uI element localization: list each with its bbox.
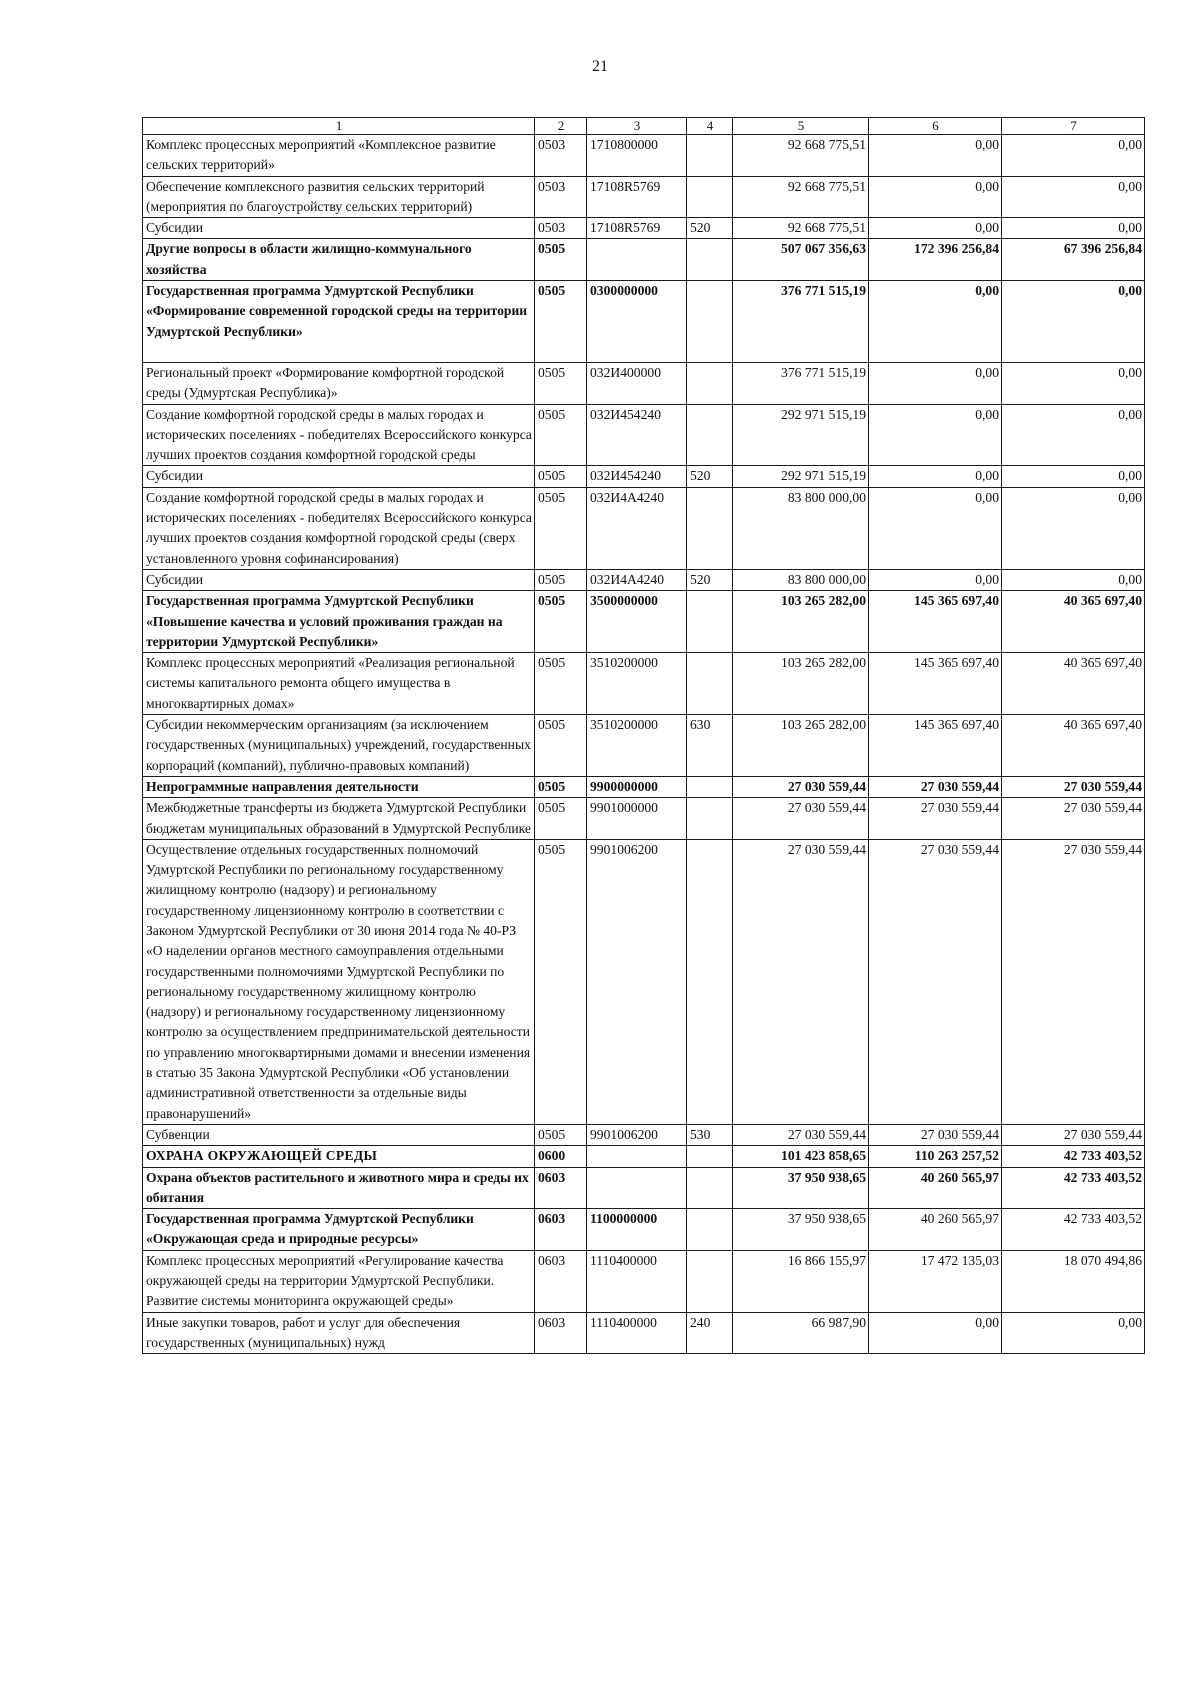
- table-row: [143, 839, 1145, 1124]
- row-amount-1: 376 771 515,19: [733, 362, 869, 404]
- row-section-code: 0505: [535, 798, 587, 840]
- row-target-article: 032И454240: [587, 466, 687, 487]
- row-amount-1: 103 265 282,00: [733, 715, 869, 777]
- table-row: [143, 776, 1145, 797]
- row-amount-1: 37 950 938,65: [733, 1209, 869, 1251]
- table-row: [143, 404, 1145, 466]
- row-expense-type: [687, 487, 733, 569]
- row-section-code: 0603: [535, 1209, 587, 1251]
- row-name: Осуществление отдельных государственных полномочий Удмуртской Республики по региональному государственному жилищному контролю (надзору) и региональному государственному лицензионному контролю в соответствии с Законом Удмуртской Республики от 30 июня 2014 года № 40-РЗ «О наделении органов местного самоуправления отдельными государственными полномочиями Удмуртской Республики по региональному государственному жилищному контролю (надзору) и региональному государственному лицензионному контролю за осуществлением предпринимательской деятельности по управлению многоквартирными домами и внесении изменения в статью 35 Закона Удмуртской Республики «Об установлении административной ответственности за отдельные виды правонарушений»: [143, 839, 535, 1124]
- row-section-code: 0603: [535, 1167, 587, 1209]
- row-expense-type: [687, 591, 733, 653]
- row-section-code: 0503: [535, 218, 587, 239]
- row-target-article: 0300000000: [587, 281, 687, 363]
- row-expense-type: [687, 404, 733, 466]
- row-section-code: 0505: [535, 281, 587, 363]
- row-target-article: 17108R5769: [587, 176, 687, 218]
- row-amount-3: 0,00: [1002, 1312, 1145, 1354]
- row-section-code: 0505: [535, 239, 587, 281]
- row-expense-type: [687, 1146, 733, 1167]
- row-amount-1: 27 030 559,44: [733, 776, 869, 797]
- row-name: Создание комфортной городской среды в малых городах и исторических поселениях - победителях Всероссийского конкурса лучших проектов создания комфортной городской среды (сверх установленного уровня софинансирования): [143, 487, 535, 569]
- row-target-article: 032И454240: [587, 404, 687, 466]
- row-expense-type: 520: [687, 218, 733, 239]
- row-section-code: 0505: [535, 715, 587, 777]
- row-amount-3: 40 365 697,40: [1002, 591, 1145, 653]
- row-amount-1: 292 971 515,19: [733, 404, 869, 466]
- row-amount-3: 42 733 403,52: [1002, 1146, 1145, 1167]
- row-target-article: 9900000000: [587, 776, 687, 797]
- header-col-3: 3: [587, 118, 687, 135]
- row-amount-1: 103 265 282,00: [733, 591, 869, 653]
- row-target-article: 3510200000: [587, 715, 687, 777]
- row-name: Создание комфортной городской среды в малых городах и исторических поселениях - победителях Всероссийского конкурса лучших проектов создания комфортной городской среды: [143, 404, 535, 466]
- row-target-article: 3510200000: [587, 653, 687, 715]
- row-section-code: 0505: [535, 776, 587, 797]
- row-amount-1: 92 668 775,51: [733, 176, 869, 218]
- table-row: [143, 1124, 1145, 1145]
- table-row: [143, 487, 1145, 569]
- table-row: [143, 1209, 1145, 1251]
- row-target-article: [587, 1146, 687, 1167]
- table-row: [143, 239, 1145, 281]
- row-amount-3: 18 070 494,86: [1002, 1250, 1145, 1312]
- row-amount-1: 376 771 515,19: [733, 281, 869, 363]
- row-section-code: 0600: [535, 1146, 587, 1167]
- row-amount-3: 40 365 697,40: [1002, 653, 1145, 715]
- row-amount-3: 27 030 559,44: [1002, 776, 1145, 797]
- row-target-article: 9901006200: [587, 839, 687, 1124]
- row-name: Субсидии: [143, 466, 535, 487]
- row-section-code: 0505: [535, 1124, 587, 1145]
- table-row: [143, 466, 1145, 487]
- row-target-article: 1110400000: [587, 1312, 687, 1354]
- row-amount-3: 0,00: [1002, 218, 1145, 239]
- row-expense-type: [687, 776, 733, 797]
- row-name: Государственная программа Удмуртской Республики «Повышение качества и условий проживания граждан на территории Удмуртской Республики»: [143, 591, 535, 653]
- row-name: Обеспечение комплексного развития сельских территорий (мероприятия по благоустройству сельских территорий): [143, 176, 535, 218]
- row-target-article: 3500000000: [587, 591, 687, 653]
- row-section-code: 0603: [535, 1312, 587, 1354]
- row-amount-1: 292 971 515,19: [733, 466, 869, 487]
- row-amount-2: 27 030 559,44: [869, 839, 1002, 1124]
- table-row: [143, 798, 1145, 840]
- table-row: [143, 591, 1145, 653]
- budget-table: [142, 117, 1145, 1354]
- row-name: Субсидии некоммерческим организациям (за исключением государственных (муниципальных) учреждений, государственных корпораций (компаний), публично-правовых компаний): [143, 715, 535, 777]
- row-amount-3: 67 396 256,84: [1002, 239, 1145, 281]
- row-amount-1: 16 866 155,97: [733, 1250, 869, 1312]
- table-row: [143, 362, 1145, 404]
- row-amount-2: 40 260 565,97: [869, 1209, 1002, 1251]
- row-amount-1: 101 423 858,65: [733, 1146, 869, 1167]
- page-number: 21: [592, 58, 608, 75]
- row-amount-3: 0,00: [1002, 362, 1145, 404]
- row-name: Комплекс процессных мероприятий «Комплексное развитие сельских территорий»: [143, 135, 535, 177]
- row-amount-3: 0,00: [1002, 135, 1145, 177]
- row-name: Охрана объектов растительного и животного мира и среды их обитания: [143, 1167, 535, 1209]
- row-amount-1: 27 030 559,44: [733, 1124, 869, 1145]
- table-row: [143, 1312, 1145, 1354]
- row-expense-type: [687, 1167, 733, 1209]
- row-amount-2: 0,00: [869, 466, 1002, 487]
- row-amount-3: 27 030 559,44: [1002, 1124, 1145, 1145]
- row-amount-2: 27 030 559,44: [869, 798, 1002, 840]
- table-row: [143, 715, 1145, 777]
- header-col-4: 4: [687, 118, 733, 135]
- row-amount-2: 145 365 697,40: [869, 715, 1002, 777]
- row-amount-1: 27 030 559,44: [733, 839, 869, 1124]
- row-section-code: 0505: [535, 839, 587, 1124]
- header-col-7: 7: [1002, 118, 1145, 135]
- row-section-code: 0505: [535, 362, 587, 404]
- row-target-article: 1110400000: [587, 1250, 687, 1312]
- row-expense-type: 530: [687, 1124, 733, 1145]
- header-col-2: 2: [535, 118, 587, 135]
- row-amount-1: 27 030 559,44: [733, 798, 869, 840]
- table-header-row: [143, 118, 1145, 135]
- row-section-code: 0503: [535, 176, 587, 218]
- row-amount-2: 0,00: [869, 218, 1002, 239]
- row-name: Комплекс процессных мероприятий «Реализация региональной системы капитального ремонта общего имущества в многоквартирных домах»: [143, 653, 535, 715]
- row-name: Межбюджетные трансферты из бюджета Удмуртской Республики бюджетам муниципальных образований в Удмуртской Республике: [143, 798, 535, 840]
- row-name: ОХРАНА ОКРУЖАЮЩЕЙ СРЕДЫ: [143, 1146, 535, 1167]
- row-target-article: 032И4А4240: [587, 569, 687, 590]
- row-target-article: [587, 1167, 687, 1209]
- row-expense-type: [687, 176, 733, 218]
- row-target-article: 032И4А4240: [587, 487, 687, 569]
- header-col-6: 6: [869, 118, 1002, 135]
- row-amount-3: 27 030 559,44: [1002, 839, 1145, 1124]
- row-amount-3: 0,00: [1002, 466, 1145, 487]
- row-expense-type: [687, 798, 733, 840]
- header-col-1: 1: [143, 118, 535, 135]
- row-target-article: [587, 239, 687, 281]
- table-row: [143, 653, 1145, 715]
- row-amount-1: 83 800 000,00: [733, 487, 869, 569]
- row-target-article: 1710800000: [587, 135, 687, 177]
- row-name: Иные закупки товаров, работ и услуг для обеспечения государственных (муниципальных) нужд: [143, 1312, 535, 1354]
- row-expense-type: [687, 281, 733, 363]
- row-name: Государственная программа Удмуртской Республики «Формирование современной городской среды на территории Удмуртской Республики»: [143, 281, 535, 363]
- row-amount-2: 0,00: [869, 135, 1002, 177]
- row-expense-type: [687, 362, 733, 404]
- row-name: Субвенции: [143, 1124, 535, 1145]
- row-expense-type: [687, 1250, 733, 1312]
- row-amount-2: 27 030 559,44: [869, 776, 1002, 797]
- row-expense-type: [687, 1209, 733, 1251]
- row-expense-type: 240: [687, 1312, 733, 1354]
- row-amount-2: 172 396 256,84: [869, 239, 1002, 281]
- row-amount-1: 92 668 775,51: [733, 135, 869, 177]
- row-amount-2: 40 260 565,97: [869, 1167, 1002, 1209]
- row-target-article: 032И400000: [587, 362, 687, 404]
- row-amount-2: 27 030 559,44: [869, 1124, 1002, 1145]
- row-name: Субсидии: [143, 569, 535, 590]
- row-amount-1: 507 067 356,63: [733, 239, 869, 281]
- row-amount-3: 0,00: [1002, 569, 1145, 590]
- row-section-code: 0505: [535, 653, 587, 715]
- row-amount-2: 0,00: [869, 404, 1002, 466]
- row-expense-type: 630: [687, 715, 733, 777]
- row-section-code: 0603: [535, 1250, 587, 1312]
- row-target-article: 17108R5769: [587, 218, 687, 239]
- row-amount-1: 37 950 938,65: [733, 1167, 869, 1209]
- row-section-code: 0505: [535, 591, 587, 653]
- table-row: [143, 569, 1145, 590]
- row-amount-3: 27 030 559,44: [1002, 798, 1145, 840]
- row-expense-type: [687, 653, 733, 715]
- row-amount-2: 110 263 257,52: [869, 1146, 1002, 1167]
- row-amount-1: 66 987,90: [733, 1312, 869, 1354]
- row-name: Субсидии: [143, 218, 535, 239]
- table-row: [143, 1146, 1145, 1167]
- row-section-code: 0505: [535, 569, 587, 590]
- row-expense-type: [687, 239, 733, 281]
- table-row: [143, 281, 1145, 363]
- row-expense-type: [687, 839, 733, 1124]
- row-section-code: 0505: [535, 404, 587, 466]
- row-amount-2: 0,00: [869, 487, 1002, 569]
- header-col-5: 5: [733, 118, 869, 135]
- row-target-article: 9901000000: [587, 798, 687, 840]
- row-amount-3: 0,00: [1002, 281, 1145, 363]
- table-row: [143, 1250, 1145, 1312]
- row-amount-3: 42 733 403,52: [1002, 1167, 1145, 1209]
- row-name: Комплекс процессных мероприятий «Регулирование качества окружающей среды на территории Удмуртской Республики. Развитие системы мониторинга окружающей среды»: [143, 1250, 535, 1312]
- row-amount-1: 103 265 282,00: [733, 653, 869, 715]
- row-name: Региональный проект «Формирование комфортной городской среды (Удмуртская Республика)»: [143, 362, 535, 404]
- row-target-article: 1100000000: [587, 1209, 687, 1251]
- row-amount-1: 83 800 000,00: [733, 569, 869, 590]
- row-amount-2: 0,00: [869, 281, 1002, 363]
- table-row: [143, 218, 1145, 239]
- row-amount-2: 0,00: [869, 176, 1002, 218]
- row-expense-type: 520: [687, 466, 733, 487]
- row-name: Другие вопросы в области жилищно-коммунального хозяйства: [143, 239, 535, 281]
- row-amount-2: 145 365 697,40: [869, 591, 1002, 653]
- row-amount-2: 0,00: [869, 362, 1002, 404]
- row-amount-3: 0,00: [1002, 404, 1145, 466]
- row-amount-3: 0,00: [1002, 176, 1145, 218]
- table-row: [143, 176, 1145, 218]
- table-row: [143, 1167, 1145, 1209]
- row-amount-3: 40 365 697,40: [1002, 715, 1145, 777]
- row-name: Непрограммные направления деятельности: [143, 776, 535, 797]
- row-section-code: 0503: [535, 135, 587, 177]
- row-expense-type: [687, 135, 733, 177]
- row-amount-3: 42 733 403,52: [1002, 1209, 1145, 1251]
- row-amount-3: 0,00: [1002, 487, 1145, 569]
- row-section-code: 0505: [535, 487, 587, 569]
- table-row: [143, 135, 1145, 177]
- row-expense-type: 520: [687, 569, 733, 590]
- row-amount-2: 145 365 697,40: [869, 653, 1002, 715]
- row-amount-2: 0,00: [869, 569, 1002, 590]
- row-amount-1: 92 668 775,51: [733, 218, 869, 239]
- row-section-code: 0505: [535, 466, 587, 487]
- row-target-article: 9901006200: [587, 1124, 687, 1145]
- row-amount-2: 17 472 135,03: [869, 1250, 1002, 1312]
- row-amount-2: 0,00: [869, 1312, 1002, 1354]
- row-name: Государственная программа Удмуртской Республики «Окружающая среда и природные ресурсы»: [143, 1209, 535, 1251]
